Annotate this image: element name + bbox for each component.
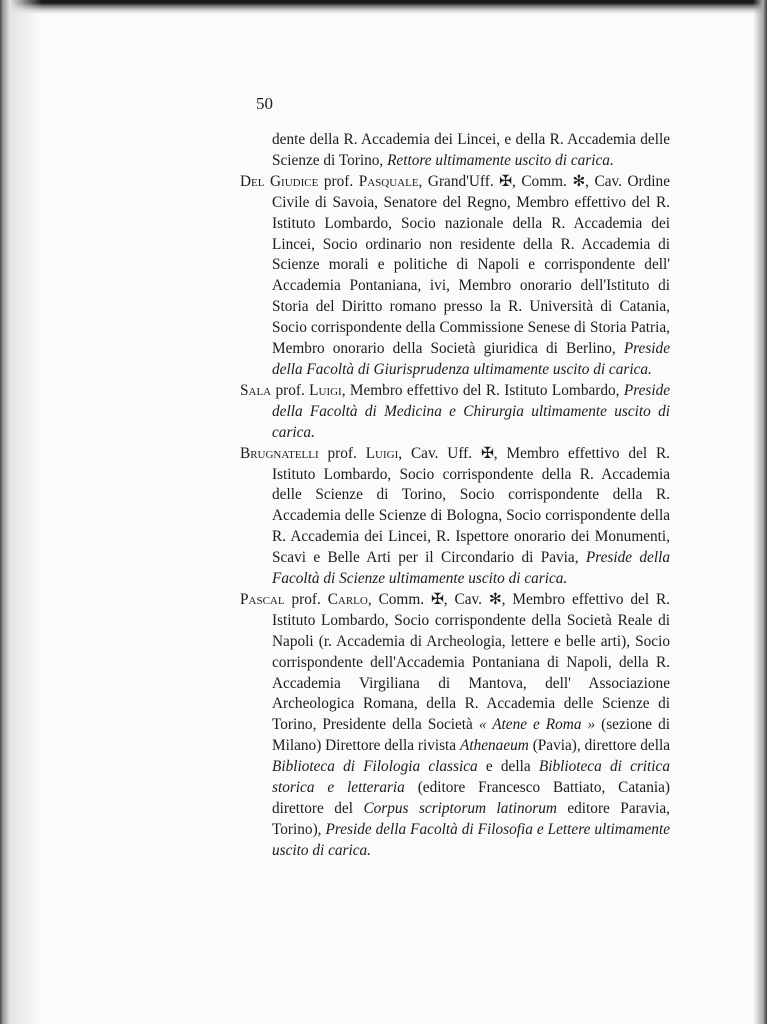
entry-surname: Del Giudice: [240, 172, 319, 190]
text-block: [240, 130, 670, 862]
entry-firstname: Pasquale: [358, 172, 419, 190]
entry-role: Preside della Facoltà di Filosofia e Lettere ultimamente uscito di carica.: [272, 820, 670, 859]
entry-role: Preside della Facoltà di Medicina e Chirurgia ultimamente uscito di carica.: [272, 381, 671, 441]
series-name: Corpus scriptorum latinorum: [363, 800, 557, 817]
entry-firstname: Luigi: [365, 444, 399, 462]
series-name: Biblioteca di Filologia classica: [272, 758, 478, 776]
entry-surname: Sala: [240, 381, 272, 399]
intro-text: dente della R. Accademia dei Lincei, e della R. Accademia delle Scienze di Torino,: [272, 131, 670, 169]
series-name: Biblioteca di critica storica e letteraria: [272, 758, 670, 797]
society-name: « Atene e Roma »: [478, 716, 596, 734]
entry-body: , Cav. Uff. ✠, Membro effettivo del R. Istituto Lombardo, Socio corrispondente della R. Accademia delle Scienze di Torino, Socio corrispondente della R. Accademia delle Scienze di Bologna, Socio corrispondente della R. Accademia dei Lincei, R. Ispettore onorario dei Monumenti, Scavi e Belle Arti per il Circondario di Pavia,: [272, 444, 671, 567]
entry-body-part: (sezione di Milano) Direttore della rivista: [272, 716, 670, 755]
journal-name: Athenaeum: [460, 737, 529, 755]
entry-body: , Membro effettivo del R. Istituto Lombardo,: [341, 381, 620, 399]
scan-left-edge: [0, 0, 42, 1024]
entry-del-giudice: [240, 172, 670, 381]
page-number: 50: [256, 94, 273, 113]
entry-firstname: Carlo: [327, 590, 368, 608]
entry-role: Preside della Facoltà di Giurisprudenza ultimamente uscito di carica.: [272, 340, 670, 378]
scan-top-edge: [0, 0, 767, 14]
entry-brugnatelli: [240, 444, 670, 590]
entry-body-part: editore Paravia, Torino),: [272, 800, 670, 838]
entry-body-part: , Comm. ✠, Cav. ✻, Membro effettivo del R. Istituto Lombardo, Socio corrispondente della Società Reale di Napoli (r. Accademia di Archeologia, lettere e belle arti), Socio corrispondente dell'Accademia Pontaniana di Napoli, della R. Accademia Virgiliana di Mantova, dell' Associazione Archeologica Romana, della R. Accademia delle Scienze di Torino, Presidente della Società: [272, 590, 671, 734]
entry-surname: Brugnatelli: [240, 444, 319, 462]
entry-surname: Pascal: [240, 590, 285, 608]
entry-title: prof.: [291, 590, 321, 608]
entry-firstname: Luigi: [309, 381, 342, 399]
entry-title: prof.: [275, 381, 305, 399]
entry-role: Preside della Facoltà di Scienze ultimamente uscito di carica.: [272, 549, 670, 588]
entry-body-part: e della: [477, 758, 531, 776]
intro-role: Rettore ultimamente uscito di carica.: [387, 151, 614, 169]
entry-title: prof.: [323, 172, 354, 190]
intro-continuation: [240, 130, 670, 172]
entry-title: prof.: [327, 444, 357, 462]
scan-right-edge: [753, 0, 767, 1024]
entry-body-part: (Pavia), direttore della: [528, 737, 671, 755]
entry-body-part: (editore Francesco Battiato, Catania) direttore del: [272, 779, 670, 817]
entry-pascal: [240, 590, 670, 862]
entry-body: , Grand'Uff. ✠, Comm. ✻, Cav. Ordine Civile di Savoia, Senatore del Regno, Membro effettivo del R. Istituto Lombardo, Socio nazionale della R. Accademia dei Lincei, Socio ordinario non residente della R. Accademia di Scienze morali e politiche di Napoli e corrispondente dell' Accademia Pontaniana, ivi, Membro onorario dell'Istituto di Storia del Diritto romano presso la R. Università di Catania, Socio corrispondente della Commissione Senese di Storia Patria, Membro onorario della Società giuridica di Berlino,: [272, 172, 670, 358]
entry-sala: [240, 381, 670, 444]
